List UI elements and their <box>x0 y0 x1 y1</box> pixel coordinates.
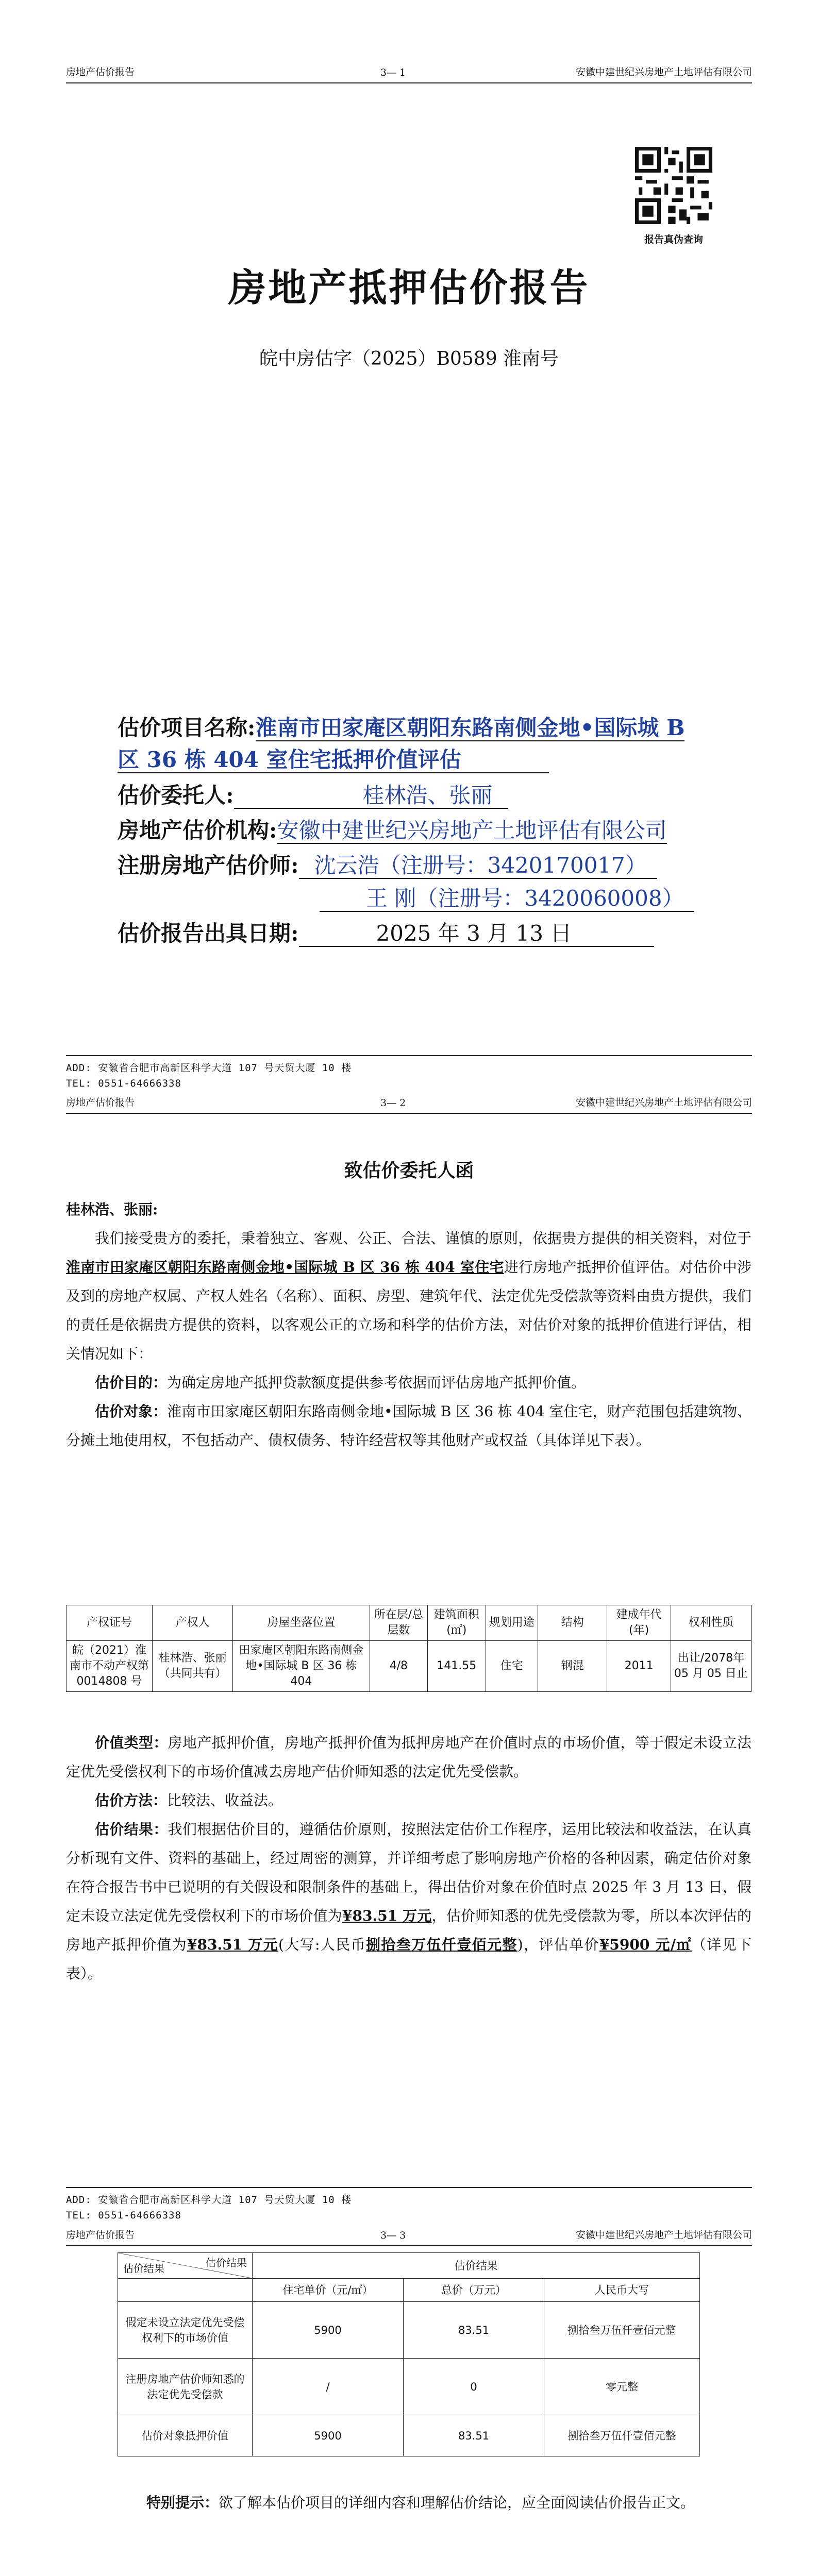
qr-code[interactable] <box>635 147 712 226</box>
cell-location: 田家庵区朝阳东路南侧金地•国际城 B 区 36 栋 404 <box>233 1641 370 1692</box>
purpose-label: 估价目的： <box>95 1374 168 1391</box>
row-unit: 5900 <box>253 2415 404 2456</box>
page-footer <box>66 1055 752 1091</box>
results-group-header: 估价结果 <box>253 2253 700 2279</box>
appraiser-field <box>118 850 657 881</box>
result-label: 估价结果： <box>95 1821 168 1838</box>
letter-purpose <box>66 1368 752 1397</box>
unit-price: ¥5900 元/㎡ <box>599 1936 692 1953</box>
footer-tel: TEL: 0551-64666338 <box>66 1078 181 1089</box>
result-text-b: ，估价师知悉的优先受偿款为零，所以本次评估的房地产抵押价值为 <box>66 1907 752 1953</box>
header-left: 房地产估价报告 <box>66 66 135 78</box>
th-floor: 所在层/总层数 <box>370 1605 427 1641</box>
cell-cert: 皖（2021）淮南市不动产权第 0014808 号 <box>66 1641 153 1692</box>
row-upper: 捌拾叁万伍仟壹佰元整 <box>544 2302 700 2359</box>
project-field-line2 <box>118 744 549 775</box>
sub-upper: 人民币大写 <box>544 2279 700 2302</box>
row-label: 估价对象抵押价值 <box>118 2415 253 2456</box>
row-upper: 零元整 <box>544 2359 700 2415</box>
result-text-a: 我们根据估价目的，遵循估价原则，按照法定估价工作程序，运用比较法和收益法，在认真分析现有文件、资料的基础上，经过周密的测算，并详细考虑了影响房地产价格的各种因素，确定估价对象在符合报告书中已说明的有关假设和限制条件的基础上，得出估价对象在价值时点 2025 年 3 月 13 日，假定未设立法定优先受偿权利下的市场价值为 <box>66 1821 752 1924</box>
method-text: 比较法、收益法。 <box>167 1792 283 1809</box>
header-left: 房地产估价报告 <box>66 2229 135 2241</box>
th-use: 规划用途 <box>486 1605 538 1641</box>
cover-page <box>0 0 818 979</box>
report-number: 皖中房估字（2025）B0589 淮南号 <box>259 348 559 369</box>
type-label: 价值类型： <box>95 1734 168 1751</box>
row-total: 83.51 <box>404 2302 544 2359</box>
letter-object <box>66 1397 752 1455</box>
page-header <box>66 2225 752 2246</box>
th-year: 建成年代(年) <box>607 1605 671 1641</box>
cell-use: 住宅 <box>486 1641 538 1692</box>
row-total: 0 <box>404 2359 544 2415</box>
letter-result <box>66 1815 752 1988</box>
report-title: 房地产抵押估价报告 <box>228 266 590 310</box>
project-value-line2: 区 36 栋 404 室住宅抵押价值评估 <box>118 747 549 773</box>
para1-c: 进行房地产抵押价值评估。对估价中涉及到的房地产权属、产权人姓名（名称）、面积、房型、建筑年代、法定优先受偿款等资料由贵方提供，我们的责任是依据贵方提供的资料，以客观公正的立场和科学的估价方法，对估价对象的抵押价值进行评估，相关情况如下： <box>66 1259 752 1362</box>
result-text-d: )，评估单价 <box>517 1936 599 1953</box>
result-text-c: (大写:人民币 <box>278 1936 366 1953</box>
result-text-e: （详见下表）。 <box>66 1936 752 1982</box>
project-field <box>118 713 705 743</box>
note-text: 欲了解本估价项目的详细内容和理解估价结论，应全面阅读估价报告正文。 <box>219 2494 695 2511</box>
results-header-row <box>118 2253 700 2279</box>
row-label: 假定未设立法定优先受偿权利下的市场价值 <box>118 2302 253 2359</box>
appraiser-2: 王 刚（注册号：3420060008） <box>320 886 694 912</box>
th-structure: 结构 <box>538 1605 607 1641</box>
diagonal-header <box>118 2253 253 2279</box>
letter-body <box>66 1195 752 1455</box>
header-left: 房地产估价报告 <box>66 1097 135 1108</box>
letter-salutation: 桂林浩、张丽: <box>66 1201 158 1218</box>
market-value: ¥83.51 万元 <box>342 1907 432 1924</box>
th-cert: 产权证号 <box>66 1605 153 1641</box>
sub-total: 总价（万元） <box>404 2279 544 2302</box>
header-company: 安徽中建世纪兴房地产土地评估有限公司 <box>575 66 752 78</box>
property-address: 淮南市田家庵区朝阳东路南侧金地•国际城 B 区 36 栋 404 室住宅 <box>66 1259 504 1276</box>
qr-caption: 报告真伪查询 <box>644 234 703 245</box>
th-owner: 产权人 <box>153 1605 233 1641</box>
special-note <box>118 2488 700 2517</box>
agency-field <box>118 815 667 846</box>
appraiser-label: 注册房地产估价师: <box>118 853 299 878</box>
project-label: 估价项目名称: <box>118 715 256 740</box>
mortgage-value: ¥83.51 万元 <box>187 1936 279 1953</box>
property-table <box>66 1605 752 1692</box>
property-table-header <box>66 1605 752 1641</box>
qr-code-icon <box>635 147 712 224</box>
client-value: 桂林浩、张丽 <box>234 783 508 809</box>
col-head-label: 估价结果 <box>206 2257 247 2269</box>
row-unit: / <box>253 2359 404 2415</box>
header-page-number: 3— 3 <box>380 2230 406 2241</box>
cell-right: 出让/2078年 05 月 05 日止 <box>671 1641 751 1692</box>
header-page-number: 3— 2 <box>380 1097 406 1109</box>
value-in-words: 捌拾叁万伍仟壹佰元整 <box>366 1936 517 1953</box>
page-header <box>66 1092 752 1114</box>
letter-method <box>66 1786 752 1815</box>
footer-tel: TEL: 0551-64666338 <box>66 2210 181 2221</box>
footer-address: ADD: 安徽省合肥市高新区科学大道 107 号天贸大厦 10 楼 <box>66 2194 352 2206</box>
table-row <box>118 2415 700 2456</box>
row-label: 注册房地产估价师知悉的法定优先受偿款 <box>118 2359 253 2415</box>
object-text: 淮南市田家庵区朝阳东路南侧金地•国际城 B 区 36 栋 404 室住宅，财产范围包括建筑物、分摊土地使用权，不包括动产、债权债务、特许经营权等其他财产或权益（具体详见下表）。 <box>66 1403 752 1449</box>
header-company: 安徽中建世纪兴房地产土地评估有限公司 <box>575 1097 752 1108</box>
object-label: 估价对象： <box>95 1403 168 1420</box>
para1-a: 我们接受贵方的委托，秉着独立、客观、公正、合法、谨慎的原则，依据贵方提供的相关资料，对位于 <box>95 1230 752 1247</box>
method-label: 估价方法： <box>95 1792 168 1809</box>
footer-address: ADD: 安徽省合肥市高新区科学大道 107 号天贸大厦 10 楼 <box>66 1062 352 1074</box>
date-field <box>118 918 654 949</box>
header-company: 安徽中建世纪兴房地产土地评估有限公司 <box>575 2229 752 2241</box>
table-row <box>118 2302 700 2359</box>
letter-body-continued <box>66 1728 752 1988</box>
header-page-number: 3— 1 <box>380 67 406 78</box>
cell-area: 141.55 <box>428 1641 486 1692</box>
results-subheader-blank <box>118 2279 253 2302</box>
results-subheader-row <box>118 2279 700 2302</box>
th-right: 权利性质 <box>671 1605 751 1641</box>
appraiser-1: 沈云浩（注册号：3420170017） <box>299 853 657 879</box>
date-label: 估价报告出具日期: <box>118 921 299 946</box>
results-table <box>118 2252 700 2456</box>
client-field <box>118 780 508 811</box>
type-text: 房地产抵押价值，房地产抵押价值为抵押房地产在价值时点的市场价值，等于假定未设立法定优先受偿权利下的市场价值减去房地产估价师知悉的法定优先受偿款。 <box>66 1734 752 1780</box>
th-area: 建筑面积(㎡) <box>428 1605 486 1641</box>
letter-paragraph-1 <box>66 1224 752 1368</box>
row-total: 83.51 <box>404 2415 544 2456</box>
project-value-line1: 淮南市田家庵区朝阳东路南侧金地•国际城 B <box>255 715 685 740</box>
agency-value: 安徽中建世纪兴房地产土地评估有限公司 <box>277 818 667 843</box>
sub-unit-price: 住宅单价（元/㎡） <box>253 2279 404 2302</box>
page-header <box>66 62 752 83</box>
row-unit: 5900 <box>253 2302 404 2359</box>
page-footer <box>66 2187 752 2223</box>
row-head-label: 估价结果 <box>123 2262 164 2275</box>
table-row <box>118 2359 700 2415</box>
note-label: 特别提示： <box>146 2494 219 2511</box>
letter-value-type <box>66 1728 752 1786</box>
appraiser-field-2 <box>320 883 694 914</box>
date-value: 2025 年 3 月 13 日 <box>299 921 655 947</box>
client-label: 估价委托人: <box>118 783 234 808</box>
letter-heading: 致估价委托人函 <box>344 1160 474 1181</box>
cell-owner: 桂林浩、张丽（共同共有） <box>153 1641 233 1692</box>
th-location: 房屋坐落位置 <box>233 1605 370 1641</box>
agency-label: 房地产估价机构: <box>118 818 277 843</box>
purpose-text: 为确定房地产抵押贷款额度提供参考依据而评估房地产抵押价值。 <box>167 1374 586 1391</box>
cell-year: 2011 <box>607 1641 671 1692</box>
cell-structure: 钢混 <box>538 1641 607 1692</box>
cell-floor: 4/8 <box>370 1641 427 1692</box>
row-upper: 捌拾叁万伍仟壹佰元整 <box>544 2415 700 2456</box>
special-note-paragraph <box>118 2488 700 2517</box>
table-row <box>66 1641 752 1692</box>
